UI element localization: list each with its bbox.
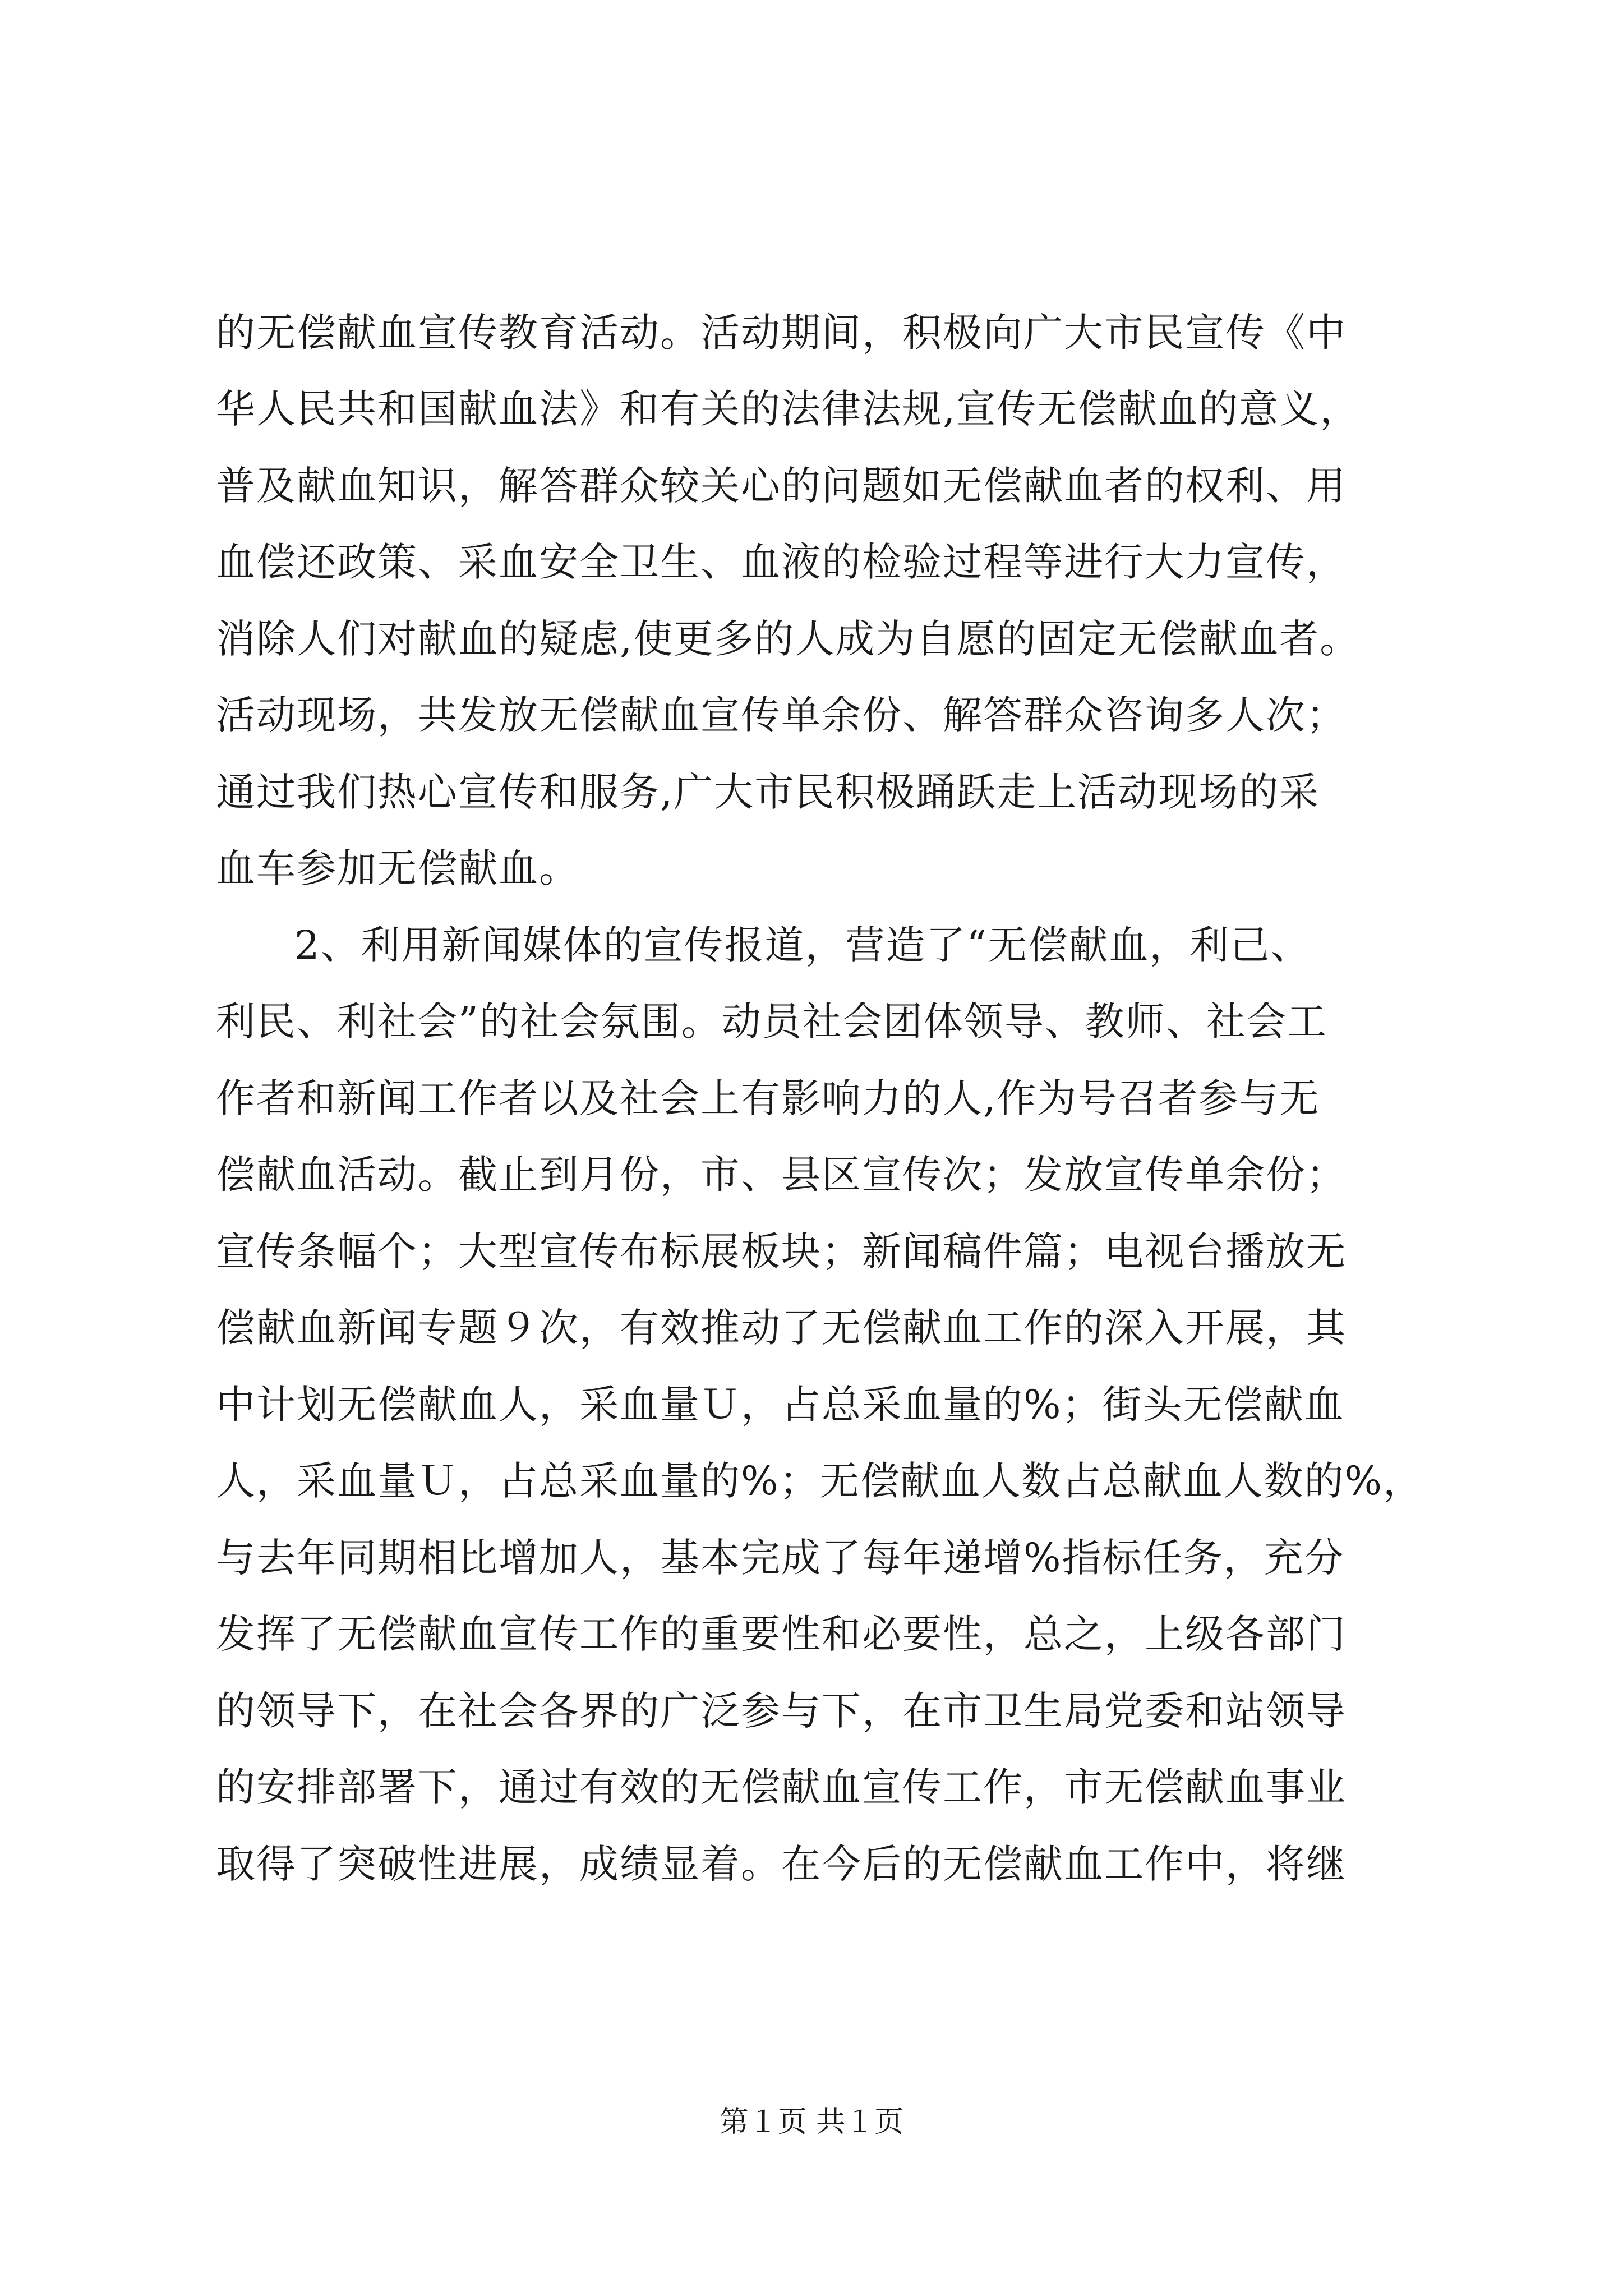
text-line: 消除人们对献血的疑虑,使更多的人成为自愿的固定无偿献血者。 <box>216 616 1361 662</box>
text-line: 偿献血活动。截止到月份，市、县区宣传次；发放宣传单余份； <box>216 1152 1347 1198</box>
text-line: 的领导下，在社会各界的广泛参与下，在市卫生局党委和站领导 <box>216 1688 1347 1734</box>
text-line: 血偿还政策、采血安全卫生、血液的检验过程等进行大力宣传， <box>216 539 1347 585</box>
text-line: 利民、利社会”的社会氛围。动员社会团体领导、教师、社会工 <box>216 999 1327 1045</box>
text-line: 的安排部署下，通过有效的无偿献血宣传工作，市无偿献血事业 <box>216 1764 1347 1810</box>
text-line: 偿献血新闻专题９次，有效推动了无偿献血工作的深入开展，其 <box>216 1305 1347 1351</box>
text-line: 人，采血量Ｕ，占总采血量的%；无偿献血人数占总献血人数的%， <box>216 1458 1424 1504</box>
text-line: 2、利用新闻媒体的宣传报道，营造了“无偿献血，利己、 <box>294 922 1311 968</box>
text-line: 普及献血知识，解答群众较关心的问题如无偿献血者的权利、用 <box>216 463 1347 509</box>
text-line: 与去年同期相比增加人，基本完成了每年递增%指标任务，充分 <box>216 1535 1345 1581</box>
text-line: 发挥了无偿献血宣传工作的重要性和必要性，总之，上级各部门 <box>216 1611 1347 1657</box>
text-line: 活动现场，共发放无偿献血宣传单余份、解答群众咨询多人次； <box>216 692 1347 738</box>
text-line: 血车参加无偿献血。 <box>216 845 579 891</box>
text-line: 取得了突破性进展，成绩显着。在今后的无偿献血工作中，将继 <box>216 1841 1347 1887</box>
text-line: 通过我们热心宣传和服务,广大市民积极踊跃走上活动现场的采 <box>216 769 1320 815</box>
page-footer: 第１页 共１页 <box>719 2105 904 2139</box>
text-line: 中计划无偿献血人，采血量Ｕ，占总采血量的%；街头无偿献血 <box>216 1382 1345 1428</box>
text-line: 作者和新闻工作者以及社会上有影响力的人,作为号召者参与无 <box>216 1075 1320 1121</box>
text-line: 的无偿献血宣传教育活动。活动期间，积极向广大市民宣传《中 <box>216 310 1347 356</box>
text-line: 华人民共和国献血法》和有关的法律法规,宣传无偿献血的意义， <box>216 386 1361 432</box>
text-line: 宣传条幅个；大型宣传布标展板块；新闻稿件篇；电视台播放无 <box>216 1228 1347 1274</box>
